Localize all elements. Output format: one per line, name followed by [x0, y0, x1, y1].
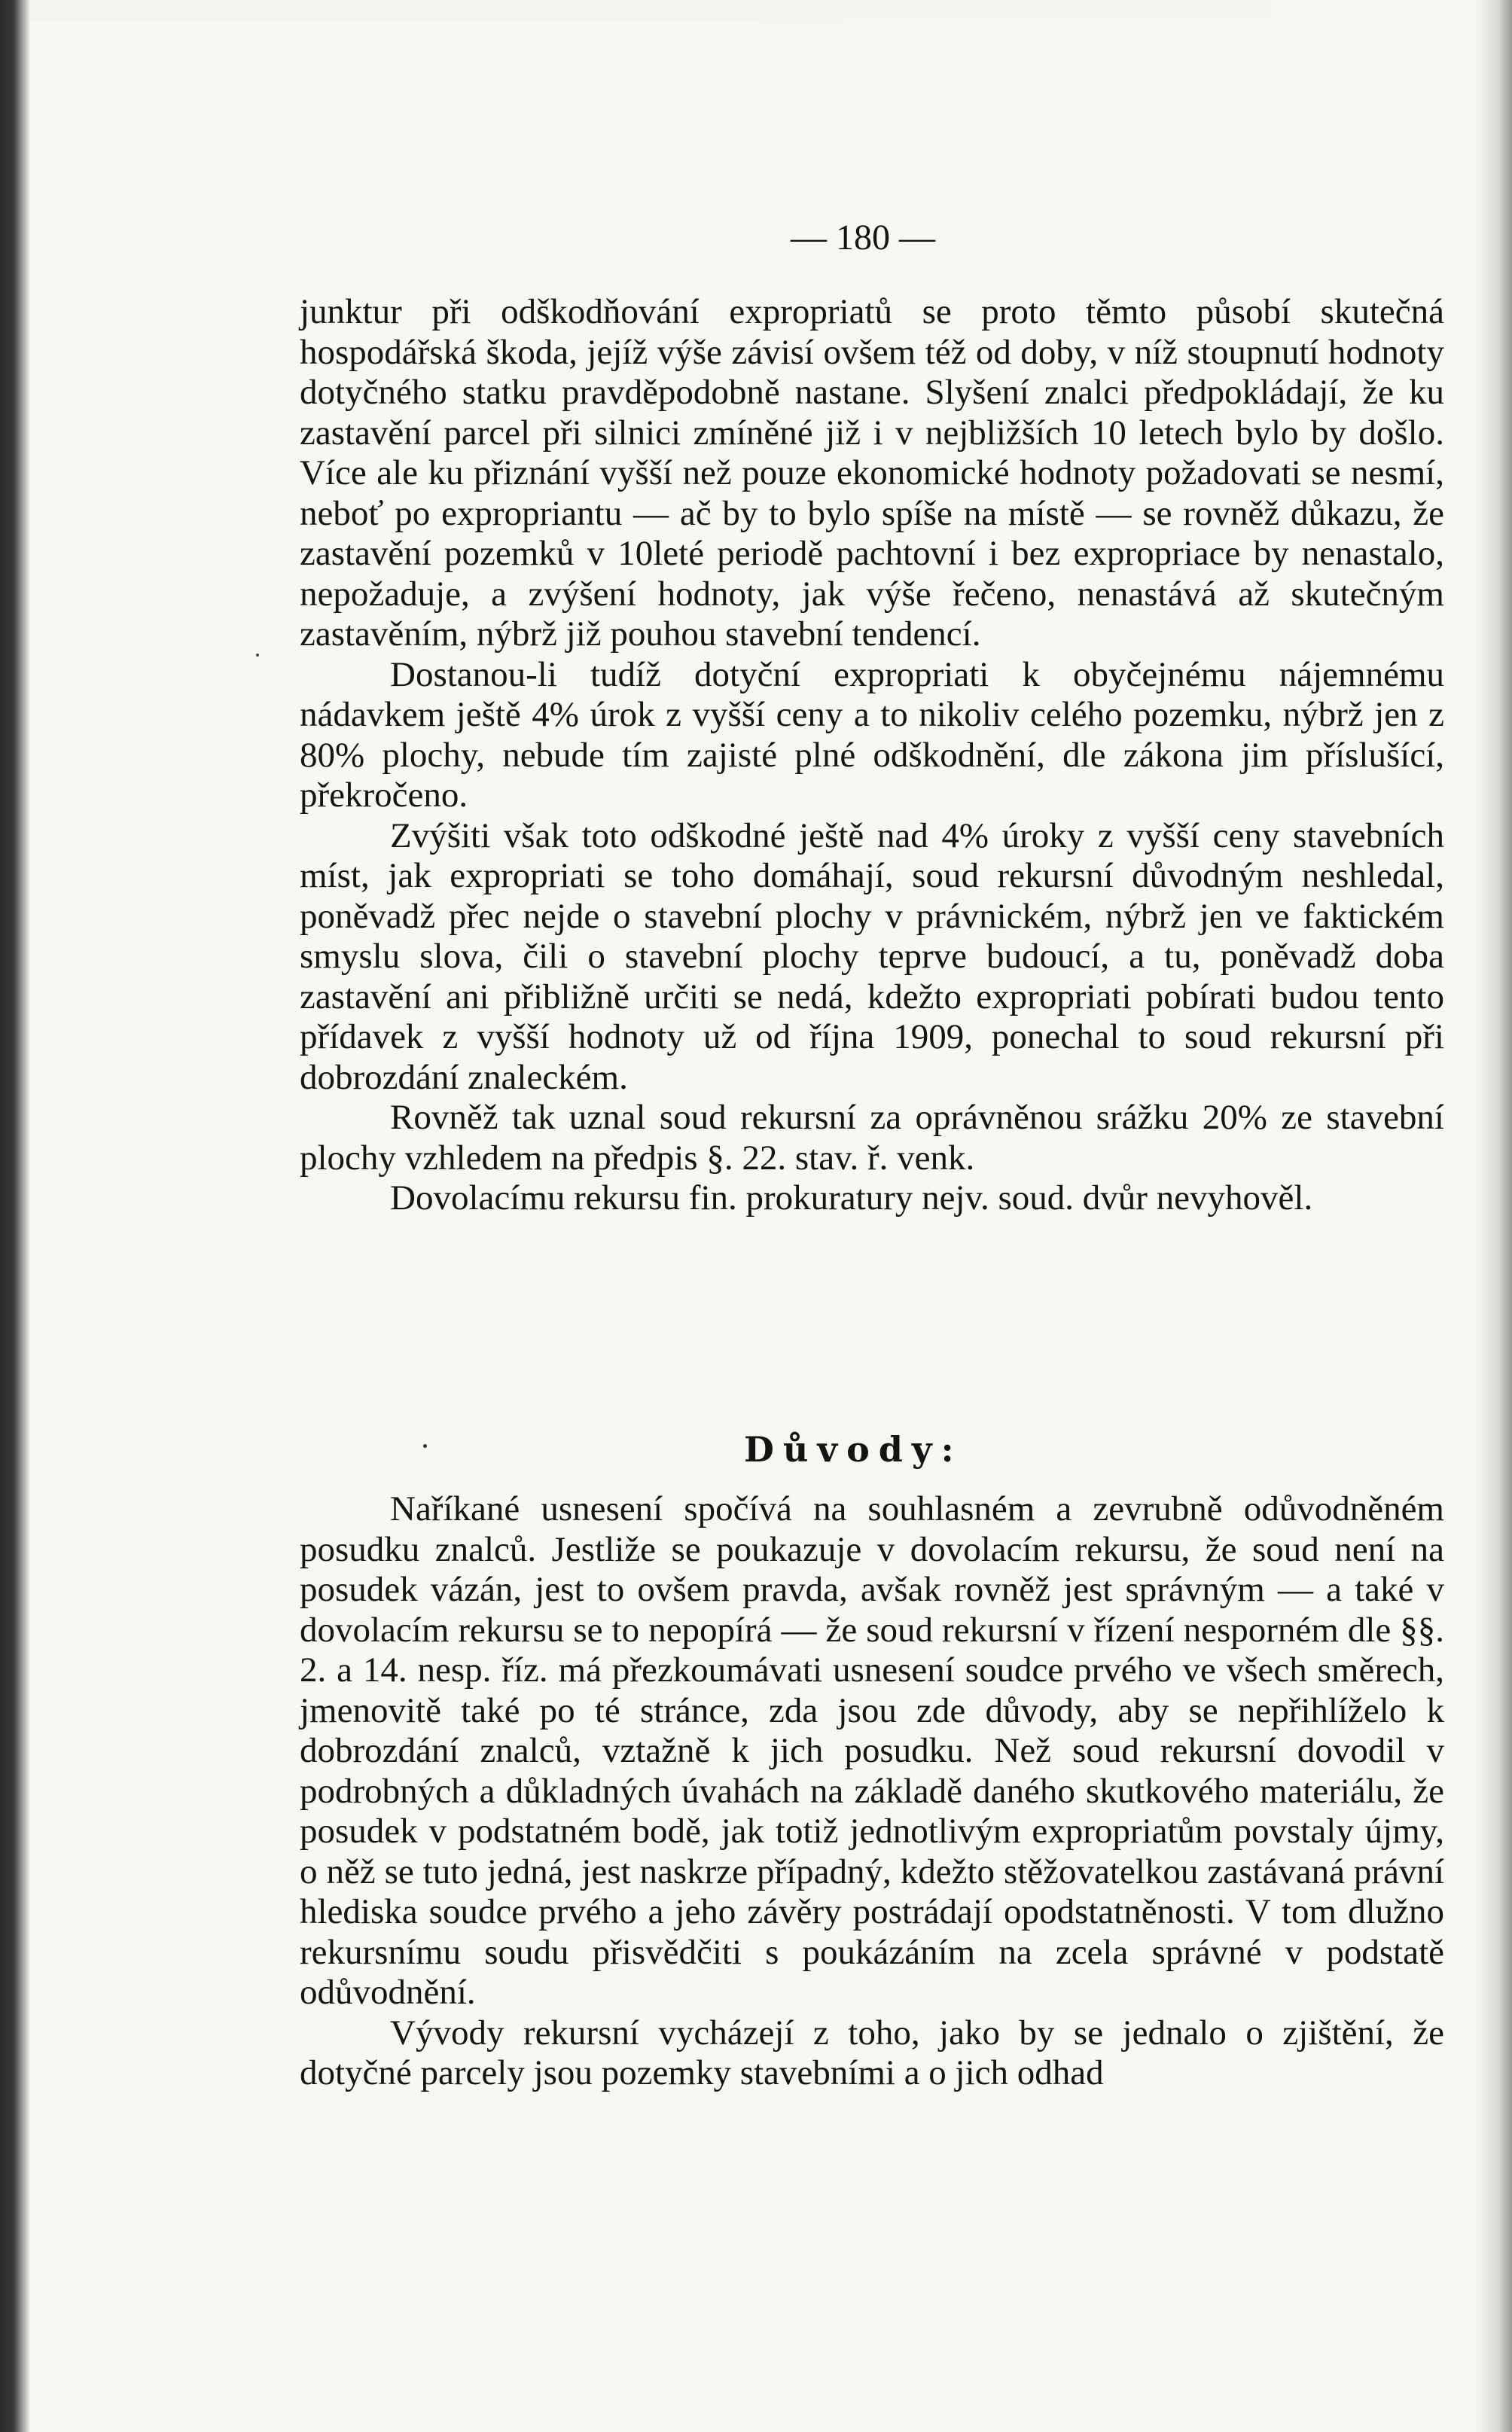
page-number: — 180 — — [791, 218, 935, 258]
section-heading: Důvody: — [744, 1429, 963, 1470]
margin-speck — [256, 654, 259, 657]
paragraph-3: Zvýšiti však toto odškodné ještě nad 4% úroky z vyšší ceny stavebních míst, jak expropriati se toho domáhají, soud rekursní důvodným neshledal, poněvadž přec nejde o stavební plochy v právnickém, nýbrž jen ve faktickém smyslu slova, čili o stavební plochy teprve budoucí, a tu, poněvadž doba zastavění ani přibližně určiti se nedá, kdežto expropriati pobírati budou tento přídavek z vyšší hodnoty už od října 1909, ponechal to soud rekursní při dobrozdání znaleckém. — [300, 815, 1444, 1097]
paragraph-4: Rovněž tak uznal soud rekursní za oprávněnou srážku 20% ze stavební plochy vzhledem na předpis §. 22. stav. ř. venk. — [300, 1098, 1444, 1178]
book-page — [30, 23, 1476, 2432]
section-1-body — [300, 292, 1444, 1219]
paragraph-5: Dovolacímu rekursu fin. prokuratury nejv. soud. dvůr nevyhověl. — [390, 1178, 1313, 1218]
section-2-body — [300, 1489, 1444, 2094]
heading-dot — [423, 1444, 427, 1448]
paragraph-2: Dostanou-li tudíž dotyční expropriati k obyčejnému nájemnému nádavkem ještě 4% úrok z vyšší ceny a to nikoliv celého pozemku, nýbrž jen z 80% plochy, nebude tím zajisté plné odškodnění, dle zákona jim příslušící, překročeno. — [300, 654, 1444, 815]
paragraph-6: Naříkané usnesení spočívá na souhlasném a zevrubně odůvodněném posudku znalců. Jestliže se poukazuje v dovolacím rekursu, že soud není na posudek vázán, jest to ovšem pravda, avšak rovněž jest správným — a také v dovolacím rekursu se to nepopírá — že soud rekursní v řízení nesporném dle §§. 2. a 14. nesp. říz. má přezkoumávati usnesení soudce prvého ve všech směrech, jmenovitě také po té stránce, zda jsou zde důvody, aby se nepřihlíželo k dobrozdání znalců, vztažně k jich posudku. Než soud rekursní dovodil v podrobných a důkladných úvahách na základě daného skutkového materiálu, že posudek v podstatném bodě, jak totiž jednotlivým expropriatům povstaly újmy, o něž se tuto jedná, jest naskrze případný, kdežto stěžovatelkou zastávaná právní hlediska soudce prvého a jeho závěry postrádají opodstatněnosti. V tom dlužno rekursnímu soudu přisvědčiti s poukázáním na zcela správné v podstatě odůvodnění. — [300, 1489, 1444, 2012]
paragraph-7: Vývody rekursní vycházejí z toho, jako by se jednalo o zjištění, že dotyčné parcely jsou pozemky stavebními a o jich odhad — [300, 2013, 1444, 2092]
paragraph-1: junktur při odškodňování expropriatů se proto těmto působí skutečná hospodářská škoda, jejíž výše závisí ovšem též od doby, v níž stoupnutí hodnoty dotyčného statku pravděpodobně nastane. Slyšení znalci předpokládají, že ku zastavění parcel při silnici zmíněné již i v nejbližších 10 letech bylo by došlo. Více ale ku přiznání vyšší než pouze ekonomické hodnoty požadovati se nesmí, neboť po expropriantu — ač by to bylo spíše na místě — se rovněž důkazu, že zastavění pozemků v 10leté periodě pachtovní i bez expropriace by nenastalo, nepožaduje, a zvýšení hodnoty, jak výše řečeno, nenastává až skutečným zastavěním, nýbrž již pouhou stavební tendencí. — [300, 292, 1444, 654]
